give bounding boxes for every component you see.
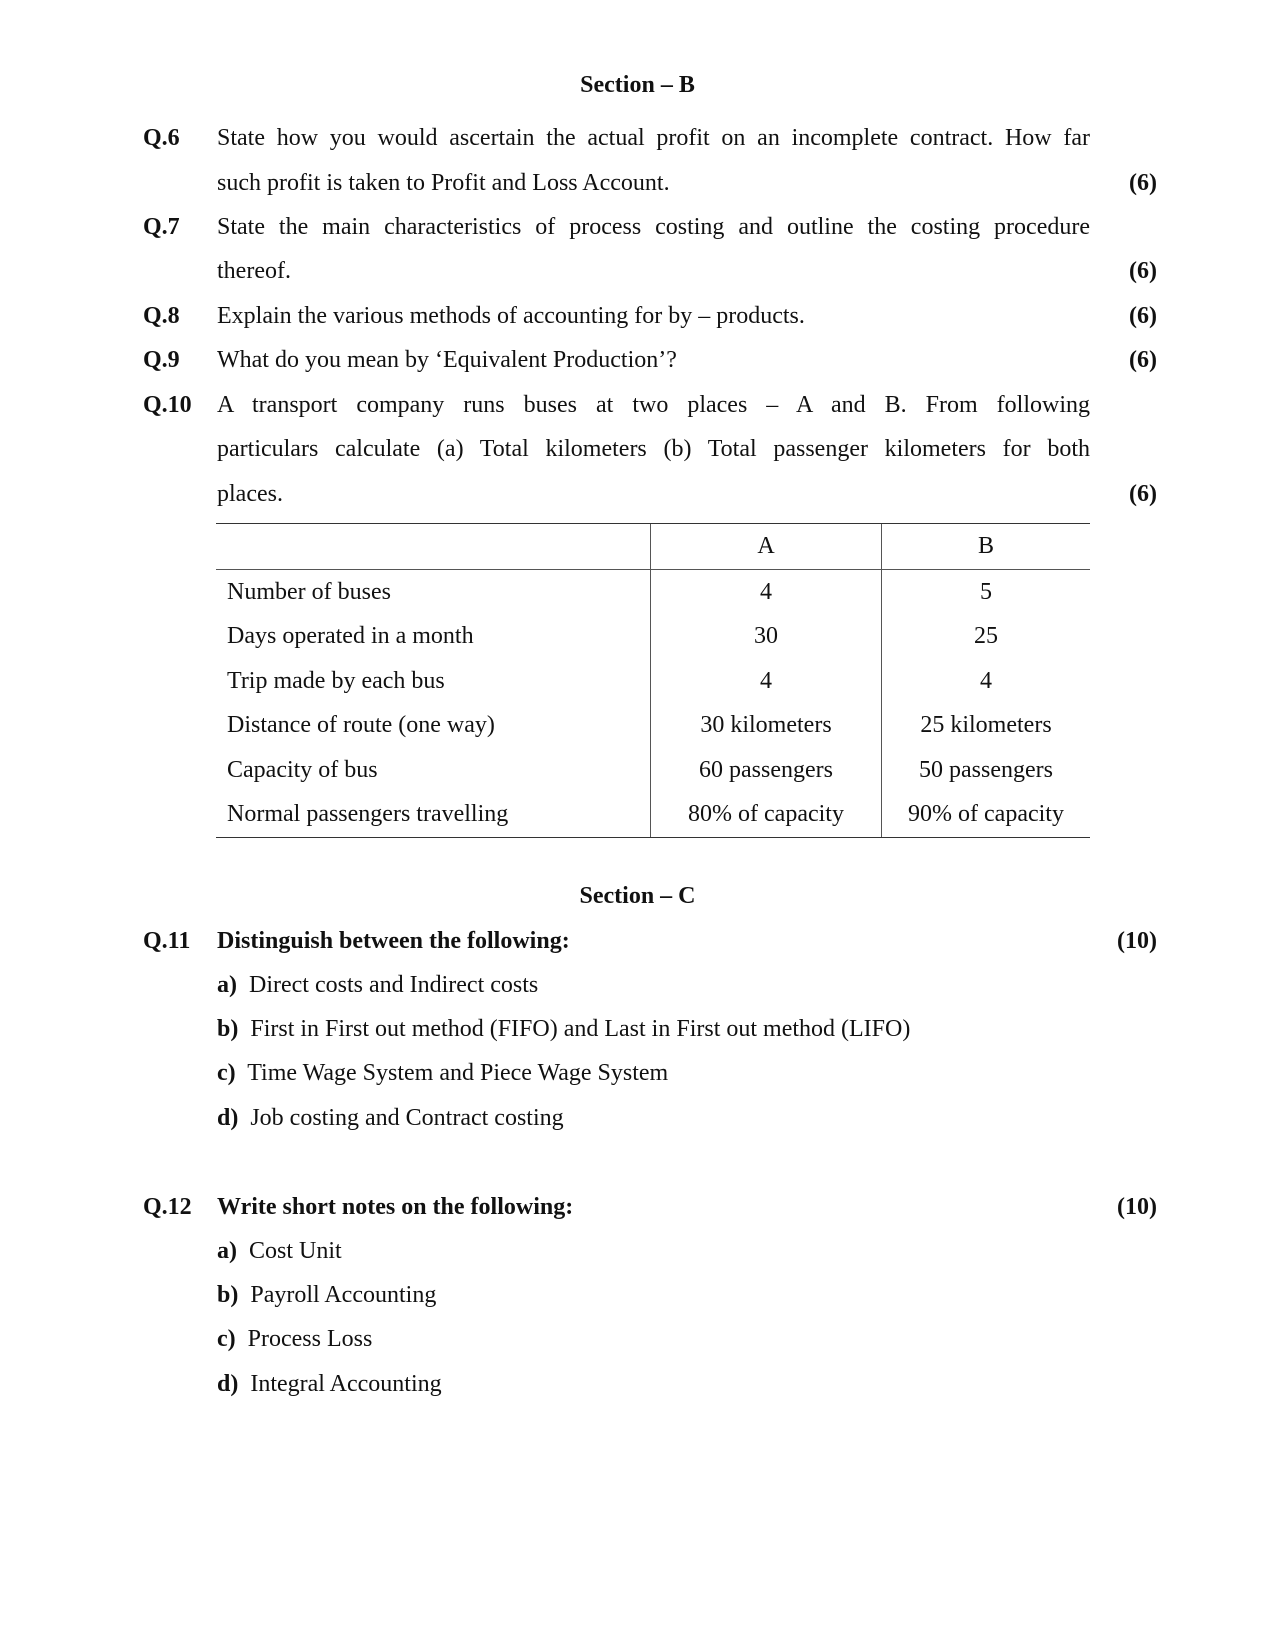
table-cell: 4 [651,570,882,615]
sub-item [217,1282,436,1309]
question-number: Q.9 [143,347,180,373]
sub-item-text: Job costing and Contract costing [250,1105,564,1131]
sub-item-label: d) [217,1371,239,1397]
table-cell: 25 kilometers [882,704,1091,749]
table-row [216,748,1090,793]
table-row [216,615,1090,660]
table-header-row [216,524,1090,570]
sub-item-text: Cost Unit [249,1238,342,1264]
table-cell: 90% of capacity [882,793,1091,838]
question-text-line: State how you would ascertain the actual profit on an incomplete contract. How far [217,125,1090,151]
table-cell-label: Normal passengers travelling [216,793,651,838]
table-cell: 4 [882,659,1091,704]
sub-item [217,1371,442,1398]
question-marks: (6) [1129,347,1157,373]
question-text-line: What do you mean by ‘Equivalent Production’? [217,347,677,373]
question-text-line: State the main characteristics of process costing and outline the costing procedure [217,214,1090,240]
table-cell: 80% of capacity [651,793,882,838]
sub-item-text: Integral Accounting [250,1371,442,1397]
table-cell: 60 passengers [651,748,882,793]
sub-item-label: a) [217,972,237,998]
question-text-line: places. [217,481,283,507]
question-number: Q.12 [143,1194,192,1220]
question-text-line: particulars calculate (a) Total kilometers (b) Total passenger kilometers for both [217,436,1090,462]
question-number: Q.10 [143,392,192,418]
table-row [216,659,1090,704]
question-text-line: A transport company runs buses at two places – A and B. From following [217,392,1090,418]
table-cell-label: Trip made by each bus [227,667,445,694]
question-text-line: Explain the various methods of accounting for by – products. [217,303,805,329]
section-b-title: Section – B [580,72,695,98]
question-number: Q.11 [143,928,191,954]
sub-item [217,1016,910,1043]
sub-item-label: c) [217,1326,236,1352]
sub-item [217,1326,372,1353]
sub-item [217,1060,668,1087]
sub-item-label: c) [217,1060,236,1086]
table-row [216,704,1090,749]
table-cell: 50 passengers [882,748,1091,793]
table-cell: 25 [882,615,1091,660]
question-number: Q.7 [143,214,180,240]
sub-item-label: d) [217,1105,239,1131]
question-marks: (10) [1117,928,1157,954]
table-cell: 5 [882,570,1091,615]
table-row [216,570,1090,615]
sub-item-label: b) [217,1282,239,1308]
question-text-line: such profit is taken to Profit and Loss Account. [217,170,670,196]
sub-item-label: a) [217,1238,237,1264]
transport-data-table [216,523,1090,838]
table-header-cell: A [651,524,882,570]
table-row [216,793,1090,838]
sub-item-text: First in First out method (FIFO) and Last in First out method (LIFO) [250,1016,911,1042]
sub-item-text: Time Wage System and Piece Wage System [247,1060,669,1086]
table-header-cell: B [882,524,1091,570]
question-marks: (6) [1129,481,1157,507]
table-cell-label: Capacity of bus [227,756,378,783]
question-marks: (6) [1129,303,1157,329]
question-text-line: thereof. [217,258,291,284]
sub-item [217,1105,564,1132]
question-marks: (6) [1129,170,1157,196]
sub-item [217,1238,342,1265]
question-number: Q.6 [143,125,180,151]
question-heading: Distinguish between the following: [217,928,570,954]
table-cell: 30 kilometers [651,704,882,749]
question-heading: Write short notes on the following: [217,1194,574,1220]
sub-item-text: Process Loss [247,1326,373,1352]
sub-item-label: b) [217,1016,239,1042]
table-cell-label: Number of buses [227,578,391,605]
sub-item-text: Direct costs and Indirect costs [249,972,539,998]
question-marks: (6) [1129,258,1157,284]
sub-item [217,972,538,999]
table-cell: 4 [651,659,882,704]
question-number: Q.8 [143,303,180,329]
section-c-title: Section – C [579,883,696,909]
table-cell: 30 [651,615,882,660]
question-marks: (10) [1117,1194,1157,1220]
table-cell-label: Days operated in a month [227,623,474,650]
sub-item-text: Payroll Accounting [250,1282,437,1308]
table-header-cell [216,524,651,570]
table-cell-label: Distance of route (one way) [227,712,495,739]
